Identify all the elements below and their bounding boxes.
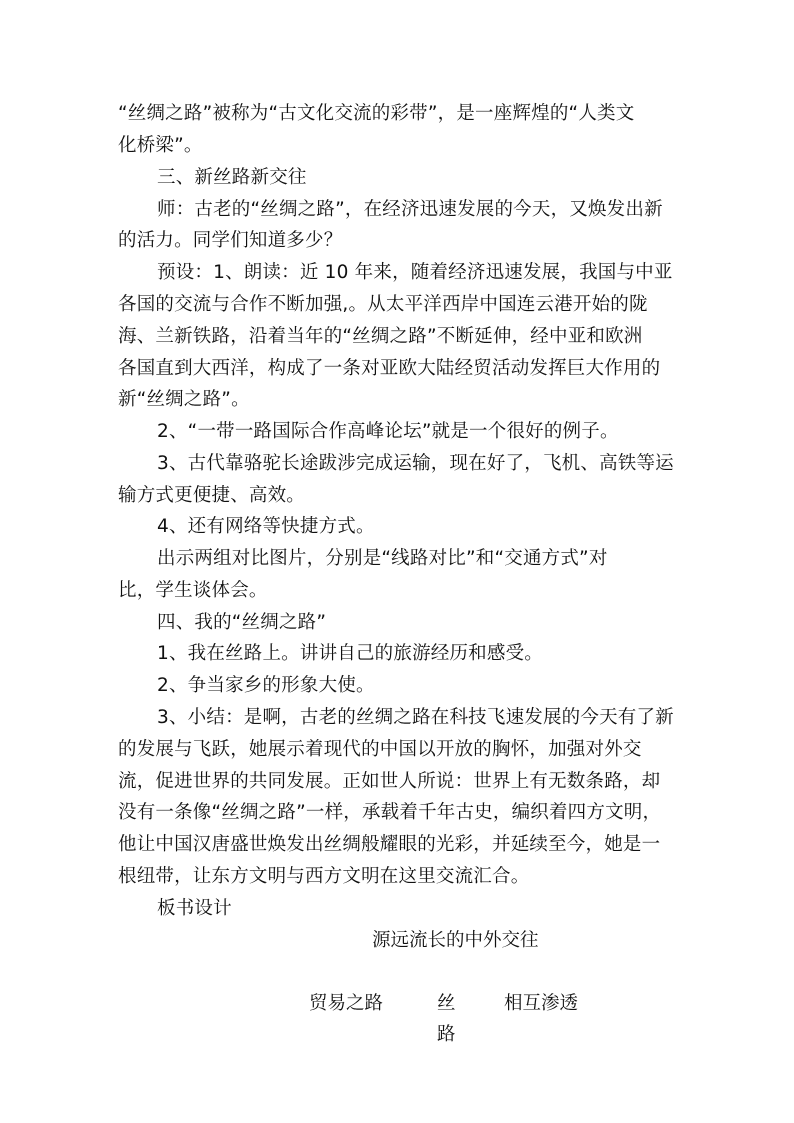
paragraph-line: 1、我在丝路上。讲讲自己的旅游经历和感受。 — [157, 643, 543, 664]
paragraph-line: 没有一条像“丝绸之路”一样，承载着千年古史，编织着四方文明， — [118, 802, 662, 823]
paragraph-line: 3、古代靠骆驼长途跋涉完成运输，现在好了，飞机、高铁等运 — [157, 453, 674, 474]
paragraph-line: 各国直到大西洋，构成了一条对亚欧大陆经贸活动发挥巨大作用的 — [118, 358, 661, 379]
board-center-bottom: 路 — [437, 1024, 456, 1045]
board-left-text: 贸易之路 — [309, 993, 384, 1014]
paragraph-line: “丝绸之路”被称为“古文化交流的彩带”，是一座辉煌的“人类文 — [118, 103, 635, 124]
paragraph-line: 2、“一带一路国际合作高峰论坛”就是一个很好的例子。 — [157, 421, 619, 442]
paragraph-line: 预设：1、朗读：近 10 年来，随着经济迅速发展，我国与中亚 — [157, 262, 673, 283]
paragraph-line: 的活力。同学们知道多少？ — [118, 230, 343, 251]
paragraph-line: 比，学生谈体会。 — [118, 580, 268, 601]
paragraph-line: 他让中国汉唐盛世焕发出丝绸般耀眼的光彩，并延续至今，她是一 — [118, 834, 661, 855]
paragraph-line: 出示两组对比图片，分别是“线路对比”和“交通方式”对 — [157, 548, 608, 569]
board-title: 源远流长的中外交往 — [372, 930, 539, 951]
paragraph-line: 师：古老的“丝绸之路”，在经济迅速发展的今天，又焕发出新 — [157, 199, 663, 220]
paragraph-line: 2、争当家乡的形象大使。 — [157, 675, 375, 696]
paragraph-line: 的发展与飞跃，她展示着现代的中国以开放的胸怀，加强对外交 — [118, 739, 642, 760]
paragraph-line: 流，促进世界的共同发展。正如世人所说：世界上有无数条路，却 — [118, 771, 661, 792]
paragraph-line: 海、兰新铁路，沿着当年的“丝绸之路”不断延伸，经中亚和欧洲 — [118, 326, 643, 347]
board-design-label: 板书设计 — [157, 898, 232, 919]
section-heading: 三、新丝路新交往 — [157, 167, 307, 188]
paragraph-line: 根纽带，让东方文明与西方文明在这里交流汇合。 — [118, 866, 530, 887]
paragraph-line: 4、还有网络等快捷方式。 — [157, 516, 375, 537]
paragraph-line: 3、小结：是啊，古老的丝绸之路在科技飞速发展的今天有了新 — [157, 707, 674, 728]
paragraph-line: 各国的交流与合作不断加强,。从太平洋西岸中国连云港开始的陇 — [118, 294, 648, 315]
section-heading: 四、我的“丝绸之路” — [157, 612, 327, 633]
paragraph-line: 输方式更便捷、高效。 — [118, 485, 306, 506]
paragraph-line: 新“丝绸之路”。 — [118, 389, 250, 410]
board-right-text: 相互渗透 — [504, 993, 579, 1014]
paragraph-line: 化桥梁”。 — [118, 135, 203, 156]
board-center-top: 丝 — [437, 993, 456, 1014]
